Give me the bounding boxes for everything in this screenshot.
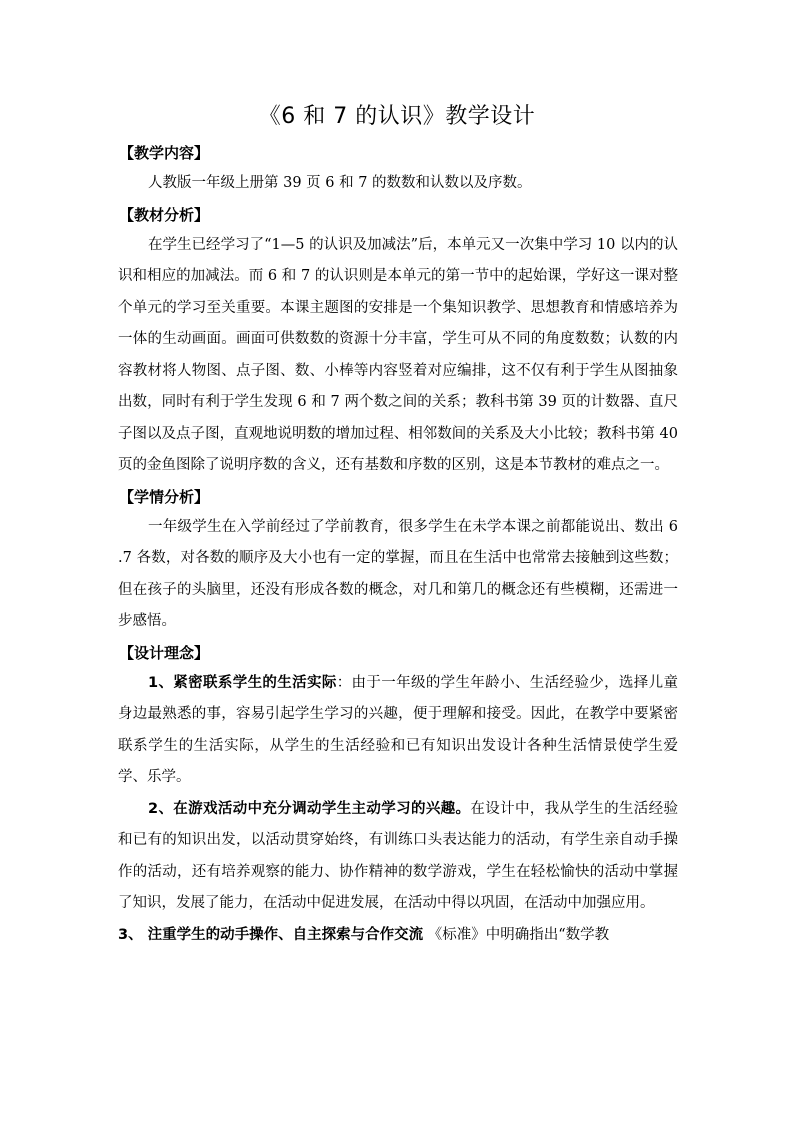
document-title: 《6 和 7 的认识》教学设计: [258, 104, 536, 129]
section-heading-design-concept: 【设计理念】: [119, 643, 210, 662]
concept-item-1: [118, 668, 678, 794]
paragraph-textbook-analysis: 在学生已经学习了“1—5 的认识及加减法”后，本单元又一次集中学习 10 以内的认识和相应的加减法。而 6 和 7 的认识则是本单元的第一节中的起始课，学好这一课对整个单元的学习至关重要。本课主题图的安排是一个集知识教学、思想教育和情感培养为一体的生动画面。画面可供数数的资源十分丰富，学生可从不同的角度数数；认数的内容教材将人物图、点子图、数、小棒等内容竖着对应编排，这不仅有利于学生从图抽象出数，同时有利于学生发现 6 和 7 两个数之间的关系；教科书第 39 页的计数器、直尺子图以及点子图，直观地说明数的增加过程、相邻数间的关系及大小比较；教科书第 40 页的金鱼图除了说明序数的含义，还有基数和序数的区别，这是本节教材的难点之一。: [118, 236, 678, 473]
section-heading-student-analysis: 【学情分析】: [119, 487, 210, 506]
paragraph-student-analysis: 一年级学生在入学前经过了学前教育，很多学生在未学本课之前都能说出、数出 6 .7 各数，对各数的顺序及大小也有一定的掌握，而且在生活中也常常去接触到这些数；但在孩子的头脑里，还没有形成各数的概念，对几和第几的概念还有些模糊，还需进一步感悟。: [118, 518, 678, 629]
document-body: [118, 138, 678, 951]
concept-item-1-text: ：由于一年级的学生年龄小、生活经验少，选择儿童身边最熟悉的事，容易引起学生学习的兴趣，便于理解和接受。因此，在教学中要紧密联系学生的生活实际，从学生的生活经验和已有知识出发设计各种生活情景使学生爱学、乐学。: [118, 674, 678, 785]
concept-item-3: [118, 920, 678, 952]
concept-item-3-lead: 3、 注重学生的动手操作、自主探索与合作交流: [118, 926, 424, 943]
concept-item-2-text: 在设计中，我从学生的生活经验和已有的知识出发，以活动贯穿始终，有训练口头表达能力的活动，有学生亲自动手操作的活动，还有培养观察的能力、协作精神的数学游戏，学生在轻松愉快的活动中掌握了知识，发展了能力，在活动中促进发展，在活动中得以巩固，在活动中加强应用。: [118, 800, 678, 911]
section-heading-teaching-content: 【教学内容】: [119, 144, 210, 162]
concept-item-3-text: 《标准》中明确指出“数学教: [423, 926, 610, 943]
section-heading-textbook-analysis: 【教材分析】: [119, 205, 210, 224]
paragraph-teaching-content: 人教版一年级上册第 39 页 6 和 7 的数数和认数以及序数。: [148, 175, 532, 191]
concept-item-1-lead: 1、紧密联系学生的生活实际: [148, 674, 337, 691]
concept-item-2: [118, 794, 678, 920]
concept-item-2-lead: 2、在游戏活动中充分调动学生主动学习的兴趣。: [148, 800, 471, 817]
